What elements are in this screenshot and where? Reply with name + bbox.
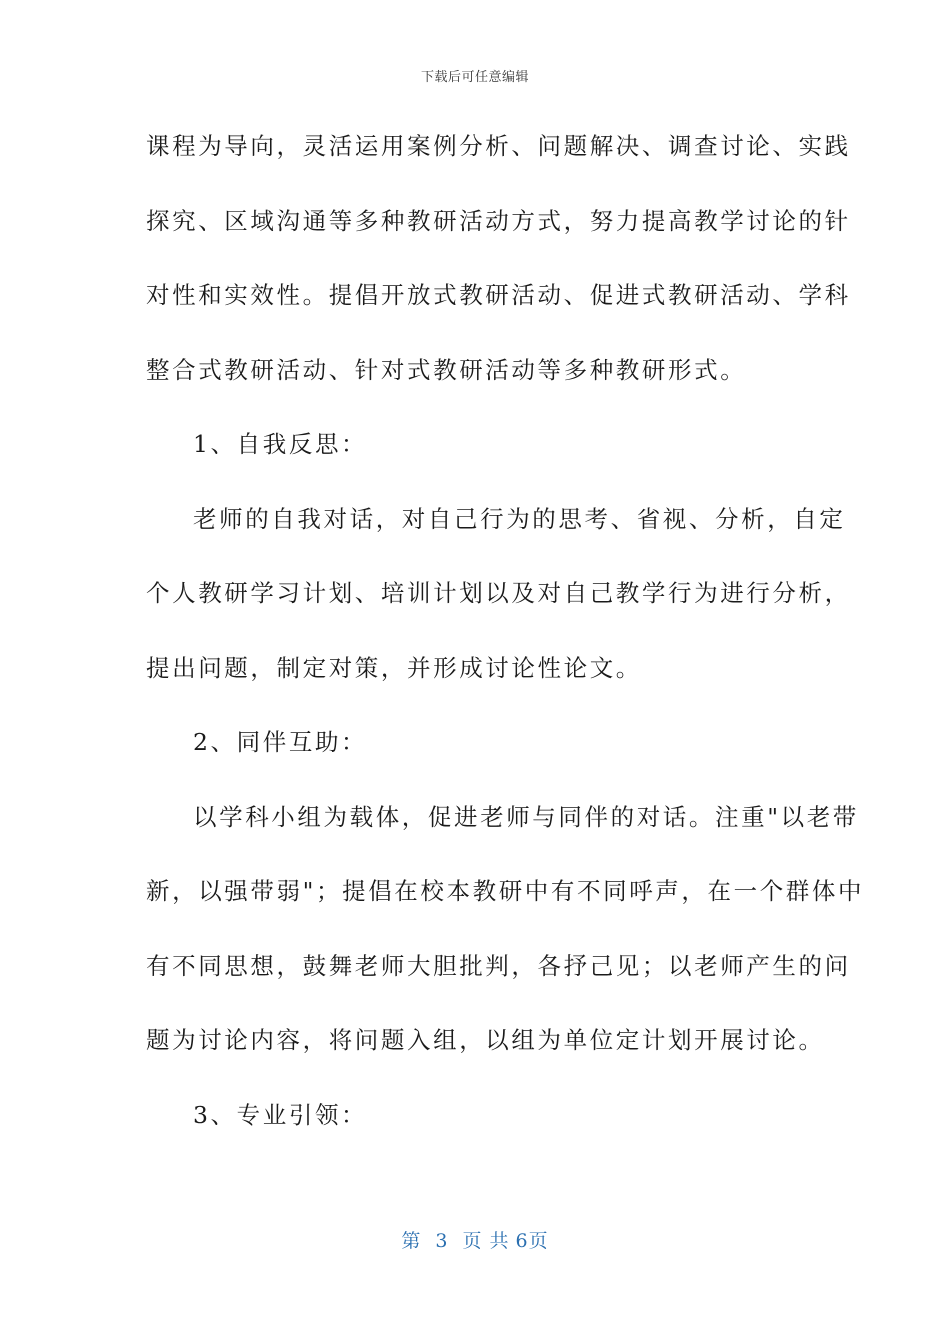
section-heading-professional-guidance: 3、专业引领：	[193, 1100, 368, 1129]
document-body	[146, 120, 865, 1163]
paragraph-line: 新，以强带弱"；提倡在校本教研中有不同呼声，在一个群体中	[146, 877, 865, 905]
paragraph-line: 对性和实效性。提倡开放式教研活动、促进式教研活动、学科	[146, 281, 851, 309]
paragraph-line: 探究、区域沟通等多种教研活动方式，努力提高教学讨论的针	[146, 206, 851, 235]
page-footer	[0, 1226, 950, 1253]
paragraph-line: 老师的自我对话，对自己行为的思考、省视、分析，自定	[193, 504, 846, 533]
header-note: 下载后可任意编辑	[420, 70, 529, 85]
paragraph-line: 整合式教研活动、针对式教研活动等多种教研形式。	[146, 355, 747, 384]
paragraph-line: 提出问题，制定对策，并形成讨论性论文。	[146, 653, 642, 682]
footer-page-number: 3	[435, 1230, 449, 1252]
footer-middle: 页 共	[462, 1230, 510, 1252]
paragraph-line: 题为讨论内容，将问题入组，以组为单位定计划开展讨论。	[146, 1026, 825, 1054]
footer-total-pages: 6页	[515, 1230, 549, 1252]
paragraph-line: 以学科小组为载体，促进老师与同伴的对话。注重"以老带	[193, 802, 859, 831]
paragraph-line: 个人教研学习计划、培训计划以及对自己教学行为进行分析，	[146, 579, 851, 607]
paragraph-line: 课程为导向，灵活运用案例分析、问题解决、调查讨论、实践	[146, 132, 851, 160]
section-heading-peer-support: 2、同伴互助：	[193, 728, 368, 756]
section-heading-self-reflection: 1、自我反思：	[193, 430, 368, 458]
paragraph-line: 有不同思想，鼓舞老师大胆批判，各抒己见；以老师产生的问	[146, 951, 851, 980]
footer-prefix: 第	[401, 1230, 422, 1252]
